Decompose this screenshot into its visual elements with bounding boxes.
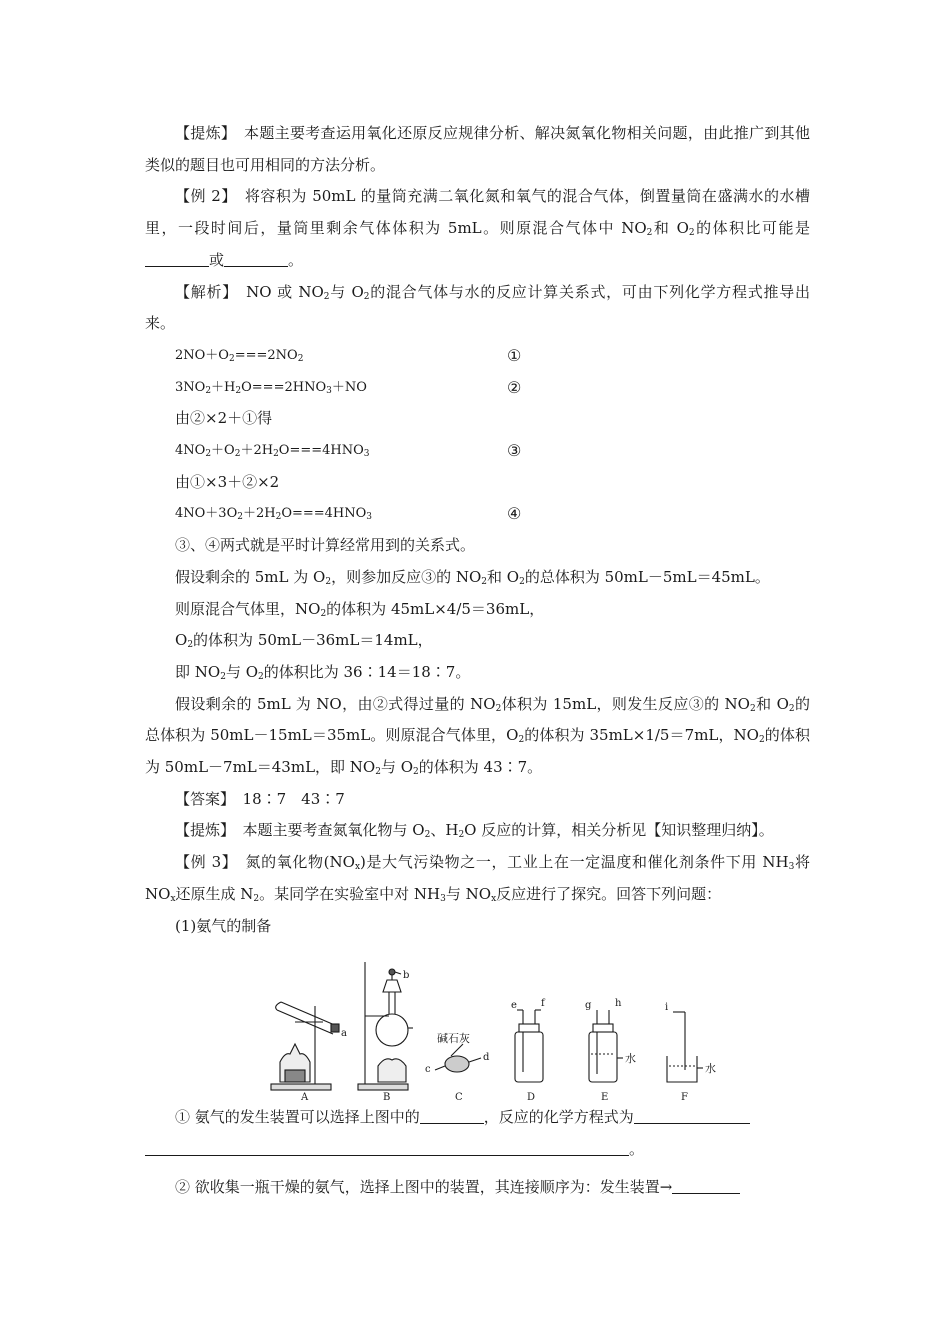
answer-blank[interactable] <box>145 1154 629 1156</box>
figure-label-f: F <box>681 1092 688 1103</box>
analysis-line: $O_2$的体积为 50mL－36mL＝14mL， <box>175 631 433 651</box>
apparatus-b <box>358 962 413 1090</box>
summary-paragraph-1: 【提炼】 本题主要考查运用氧化还原反应规律分析、解决氮氧化物相关问题，由此推广到其他类似的题目也可用相同的方法分析。 <box>145 124 810 174</box>
figure-label-e: E <box>601 1092 609 1103</box>
derivation-1: 由②×2＋①得 <box>175 409 273 428</box>
apparatus-a <box>271 1002 339 1090</box>
figure-label-d: D <box>527 1092 536 1103</box>
analysis-line: 则原混合气体里，$NO_2$的体积为 45mL×4/5＝36mL， <box>175 599 545 619</box>
tag-label: 【提炼】 <box>175 124 229 142</box>
question-1-part-1: ① 氨气的发生装置可以选择上图中的 ，反应的化学方程式为 <box>145 1102 810 1134</box>
example-2-question: 【例 2】 将容积为 50mL 的量筒充满二氧化氮和氧气的混合气体，倒置量筒在盛满水的水槽里，一段时间后，量筒里剩余气体体积为 5mL。则原混合气体中 $NO_2$和 $O_2$的体积比可能是或 。 <box>145 187 810 269</box>
question-1-part-2: ② 欲收集一瓶干燥的氨气，选择上图中的装置，其连接顺序为：发生装置→ <box>145 1172 810 1204</box>
port-label-b: b <box>403 970 410 982</box>
port-label-i: i <box>665 1002 669 1014</box>
water-label: 水 <box>705 1062 716 1076</box>
apparatus-e <box>589 1010 623 1082</box>
equation-3: $4NO_2+O_2+2H_2O===4HNO_3$ ③ <box>175 441 522 461</box>
port-label-d: d <box>483 1052 490 1064</box>
port-label-g: g <box>585 1000 592 1012</box>
answer-blank[interactable] <box>224 265 288 267</box>
analysis-paragraph: 【解析】 NO 或 $NO_2$与 $O_2$的混合气体与水的反应计算关系式，可由下列化学方程式推导出来。 <box>145 282 810 333</box>
example-3-question: 【例 3】 氮的氧化物$(NO_x)$是大气污染物之一，工业上在一定温度和催化剂条件下用 $NH_3$将 $NO_x$还原生成 $N_2$。某同学在实验室中对 $NH_3$与 $NO_x$反应进行了探究。回答下列问题： <box>145 853 810 904</box>
question-1-part-1-cont: 。 <box>145 1134 810 1166</box>
analysis-line: 假设剩余的 5mL 为 $O_2$，则参加反应③的 $NO_2$和 $O_2$的总体积为 50mL－5mL＝45mL。 <box>175 567 770 587</box>
apparatus-f <box>667 1012 703 1082</box>
answer-blank[interactable] <box>634 1122 750 1124</box>
water-label: 水 <box>625 1052 636 1066</box>
answer-blank[interactable] <box>145 265 209 267</box>
document-page <box>145 118 810 1203</box>
equation-4: $4NO+3O_2+2H_2O===4HNO_3$ ④ <box>175 504 522 524</box>
analysis-line: 即 $NO_2$与 $O_2$的体积比为 36∶14＝18∶7。 <box>175 662 471 682</box>
equation-1: $2NO+O_2===2NO_2$ ① <box>175 345 522 365</box>
port-label-a: a <box>341 1028 347 1040</box>
apparatus-d <box>515 1010 543 1082</box>
port-label-h: h <box>615 998 622 1010</box>
apparatus-c <box>435 1044 481 1072</box>
figure-label-b: B <box>383 1092 391 1103</box>
port-label-f: f <box>541 998 545 1010</box>
port-label-e: e <box>511 1000 517 1012</box>
figure-label-c: C <box>455 1092 463 1103</box>
summary-paragraph-2: 【提炼】 本题主要考查氮氧化物与 $O_2$、$H_2O$ 反应的计算，相关分析见【知识整理归纳】。 <box>175 821 774 841</box>
answer-blank[interactable] <box>672 1192 740 1194</box>
apparatus-figure <box>145 944 810 1102</box>
port-label-c: c <box>425 1064 431 1076</box>
apparatus-diagram <box>145 944 810 1102</box>
answer-blank[interactable] <box>420 1122 484 1124</box>
analysis-line: ③、④两式就是平时计算经常用到的关系式。 <box>175 536 476 555</box>
answer-paragraph: 【答案】 18∶7 43∶7 <box>175 789 345 808</box>
equation-2: $3NO_2+H_2O===2HNO_3+NO$ ② <box>175 377 522 397</box>
soda-lime-label: 碱石灰 <box>437 1032 470 1046</box>
question-1-heading: (1)氨气的制备 <box>175 916 272 935</box>
analysis-paragraph-2: 假设剩余的 5mL 为 NO，由②式得过量的 $NO_2$体积为 15mL，则发生反应③的 $NO_2$和 $O_2$的总体积为 50mL－15mL＝35mL。则原混合气体里，$O_2$的体积为 35mL×1/5＝7mL，$NO_2$的体积为 50mL－7mL＝43mL，即 $NO_2$与 $O_2$的体积为 43∶7。 <box>145 694 810 778</box>
derivation-2: 由①×3＋②×2 <box>175 472 280 491</box>
figure-label-a: A <box>301 1092 309 1103</box>
